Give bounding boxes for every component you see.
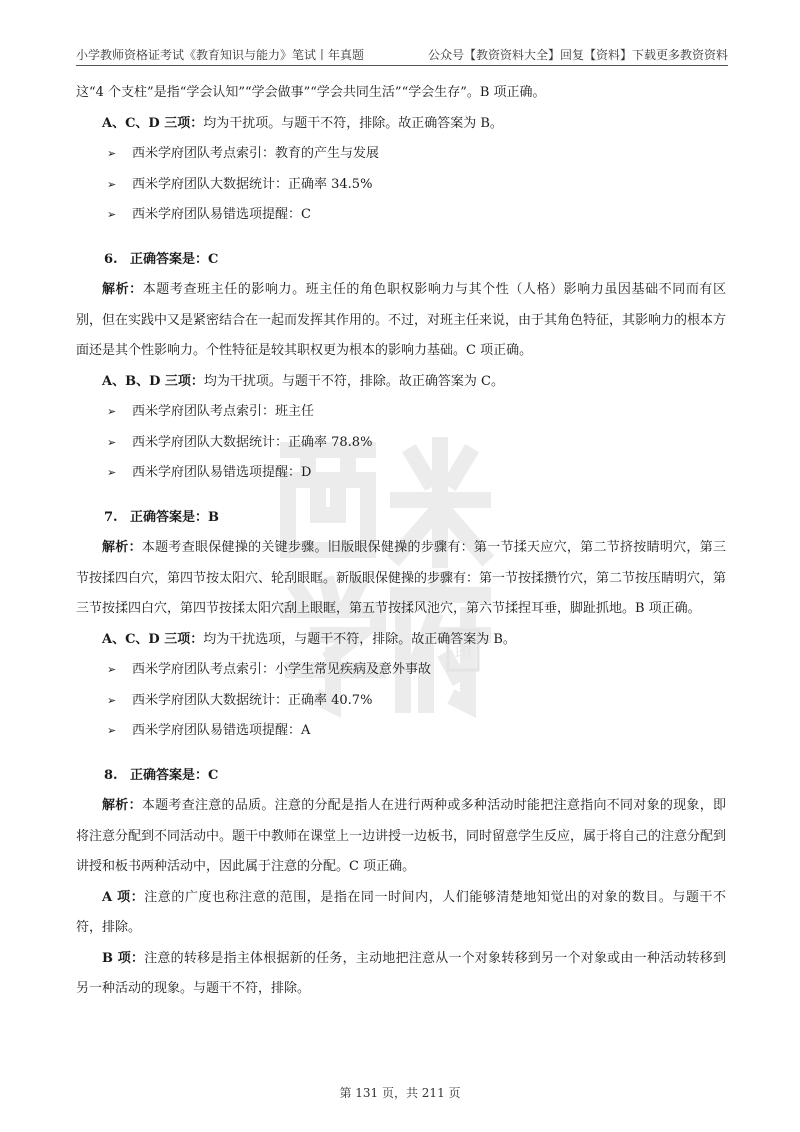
page-content xyxy=(76,78,726,1005)
q8-analysis xyxy=(76,791,726,883)
q6-number: 6. xyxy=(104,251,118,267)
arrow-bullet-icon: ➢ xyxy=(107,466,117,479)
list-item: ➢ 西米学府团队易错选项提醒：C xyxy=(76,200,726,231)
intro-acd-paragraph xyxy=(76,109,726,140)
list-item: ➢ 西米学府团队易错选项提醒：A xyxy=(76,716,726,747)
header-promo: 公众号【教资资料大全】回复【资料】下载更多教资资料 xyxy=(427,48,728,62)
q8-number: 8. xyxy=(104,767,118,783)
intro-line: 这“4 个支柱”是指“学会认知”“学会做事”“学会共同生活”“学会生存”。B 项正确。 xyxy=(76,85,546,100)
arrow-bullet-icon: ➢ xyxy=(107,177,117,191)
q6-answer: 正确答案是：C xyxy=(130,251,219,267)
q7-answer-heading xyxy=(76,503,726,534)
q7-analysis-label: 解析： xyxy=(102,540,142,555)
arrow-bullet-icon: ➢ xyxy=(107,724,117,737)
q6-analysis xyxy=(76,275,726,367)
q7-analysis xyxy=(76,533,726,625)
q8-option-b xyxy=(76,944,726,1005)
list-item: ➢ 西米学府团队考点索引：小学生常见疾病及意外事故 xyxy=(76,655,726,686)
list-item: ➢ 西米学府团队大数据统计：正确率 34.5% xyxy=(76,170,726,201)
arrow-bullet-icon: ➢ xyxy=(107,208,117,221)
q6-analysis-label: 解析： xyxy=(102,282,143,297)
arrow-bullet-icon: ➢ xyxy=(107,147,117,160)
q8-answer: 正确答案是：C xyxy=(130,767,219,783)
watermark-seal-text: 印 xyxy=(454,643,472,662)
arrow-bullet-icon: ➢ xyxy=(107,693,117,707)
list-item: ➢ 西米学府团队易错选项提醒：D xyxy=(76,458,726,489)
q8-analysis-text: 本题考查注意的品质。注意的分配是指人在进行两种或多种活动时能把注意指向不同对象的现象，即将注意分配到不同活动中。题干中教师在课堂上一边讲授一边板书，同时留意学生反应，属于将自己的注意分配到讲授和板书两种活动中，因此属于注意的分配。C 项正确。 xyxy=(76,798,727,874)
q7-acd-label: A、C、D 三项： xyxy=(102,631,204,647)
list-item: ➢ 西米学府团队考点索引：班主任 xyxy=(76,397,726,428)
q6-analysis-text: 本题考查班主任的影响力。班主任的角色职权影响力与其个性（人格）影响力虽因基础不同而有区别，但在实践中又是紧密结合在一起而发挥其作用的。不过，对班主任来说，由于其角色特征，其影响力的根本方面还是其个性影响力。个性特征是较其职权更为根本的影响力基础。C 项正确。 xyxy=(76,282,727,358)
q6-abd-label: A、B、D 三项： xyxy=(102,373,204,389)
q7-number: 7. xyxy=(104,509,118,525)
list-item: ➢ 西米学府团队大数据统计：正确率 40.7% xyxy=(76,686,726,717)
q8-analysis-label: 解析： xyxy=(102,798,142,813)
arrow-bullet-icon: ➢ xyxy=(107,435,117,449)
header-divider xyxy=(76,65,728,66)
q8-answer-heading xyxy=(76,761,726,792)
header-title: 小学教师资格证考试《教育知识与能力》笔试丨年真题 xyxy=(76,48,365,62)
q6-abd-paragraph xyxy=(76,367,726,398)
q8-option-a xyxy=(76,883,726,944)
q8-b-label: B 项： xyxy=(102,950,145,966)
q6-answer-heading xyxy=(76,245,726,276)
page-header xyxy=(76,46,728,63)
page-number: 第 131 页，共 211 页 xyxy=(339,1086,461,1100)
q7-acd-paragraph xyxy=(76,625,726,656)
list-item: ➢ 西米学府团队考点索引：教育的产生与发展 xyxy=(76,139,726,170)
arrow-bullet-icon: ➢ xyxy=(107,405,117,418)
intro-acd-label: A、C、D 三项： xyxy=(102,115,204,131)
q6-abd-text: 均为干扰项。与题干不符，排除。故正确答案为 C。 xyxy=(203,373,504,389)
q8-a-label: A 项： xyxy=(102,889,145,905)
intro-acd-text: 均为干扰项。与题干不符，排除。故正确答案为 B。 xyxy=(203,115,503,131)
q7-answer: 正确答案是：B xyxy=(130,509,219,525)
arrow-bullet-icon: ➢ xyxy=(107,663,117,676)
q8-b-text: 注意的转移是指主体根据新的任务，主动地把注意从一个对象转移到另一个对象或由一种活动转移到另一种活动的现象。与题干不符，排除。 xyxy=(76,950,726,996)
list-item: ➢ 西米学府团队大数据统计：正确率 78.8% xyxy=(76,428,726,459)
q8-a-text: 注意的广度也称注意的范围，是指在同一时间内，人们能够清楚地知觉出的对象的数目。与题干不符，排除。 xyxy=(76,889,726,935)
q7-analysis-text: 本题考查眼保健操的关键步骤。旧版眼保健操的步骤有：第一节揉天应穴，第二节挤按睛明穴，第三节按揉四白穴，第四节按太阳穴、轮刮眼眶。新版眼保健操的步骤有：第一节按揉攒竹穴，第二节按压睛明穴，第三节按揉四白穴，第四节按揉太阳穴刮上眼眶，第五节按揉风池穴，第六节揉捏耳垂，脚趾抓地。B 项正确。 xyxy=(76,540,727,616)
q7-acd-text: 均为干扰选项，与题干不符，排除。故正确答案为 B。 xyxy=(203,631,516,647)
